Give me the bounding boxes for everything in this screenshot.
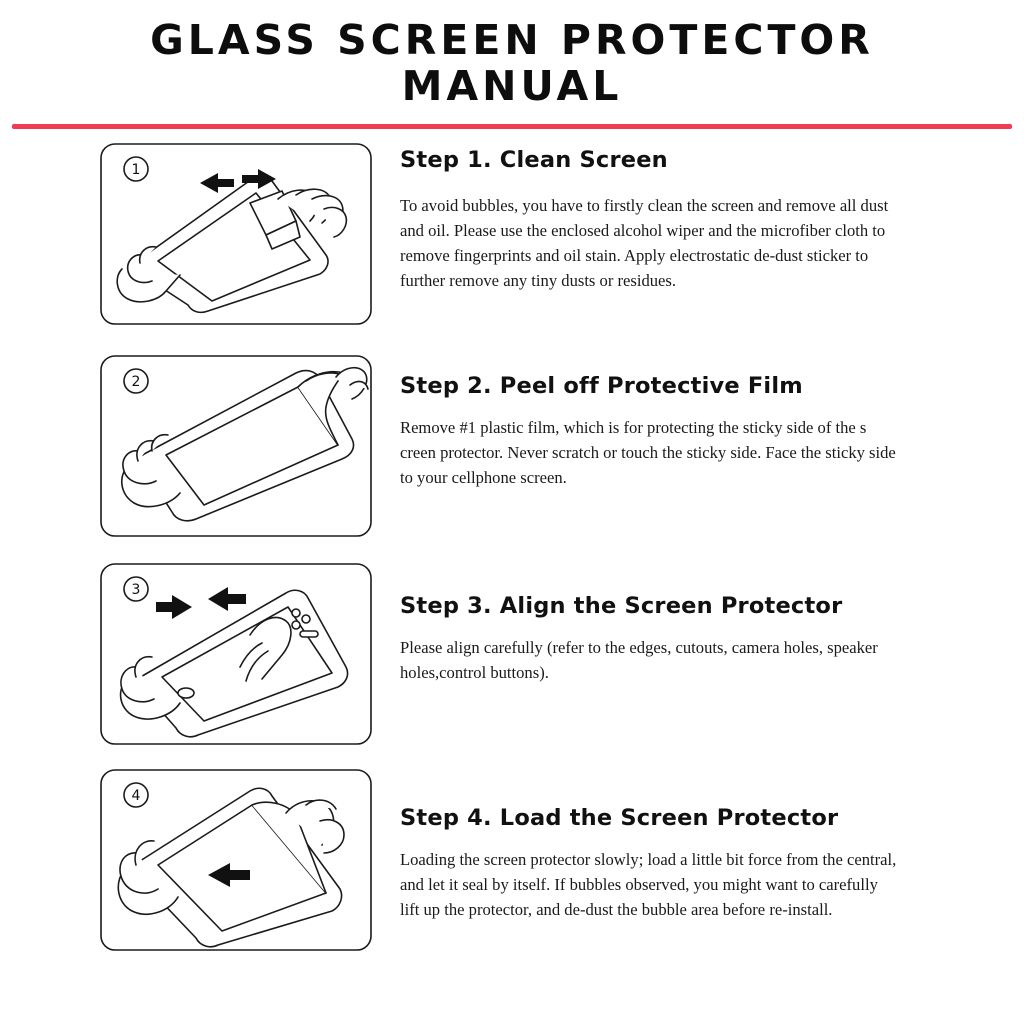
step-1-body: To avoid bubbles, you have to firstly clean the screen and remove all dust and oil. Please use the enclosed alcohol wiper and the microfiber cloth to remove fingerprints and oil stain. Apply electrostatic de-dust sticker to further remove any tiny dusts or residues. — [400, 195, 889, 291]
step-3-figure — [100, 563, 372, 745]
step-2-figure — [100, 355, 372, 537]
step-item — [0, 551, 1024, 745]
step-1-figure — [100, 143, 372, 325]
svg-text:1: 1 — [131, 161, 141, 178]
page-title-line-1: GLASS SCREEN PROTECTOR — [150, 16, 874, 64]
title-block — [0, 0, 1024, 110]
svg-text:2: 2 — [131, 373, 141, 390]
step-item — [0, 143, 1024, 325]
title-divider — [12, 124, 1012, 129]
step-4-body: Loading the screen protector slowly; load a little bit force from the central, and let it seal by itself. If bubbles observed, you might want to carefully lift up the protector, and de-dust the bubble area before re-install. — [400, 849, 897, 920]
step-3-text — [372, 551, 1010, 685]
step-item — [0, 759, 1024, 951]
step-4-text — [372, 759, 1010, 923]
svg-text:3: 3 — [131, 581, 141, 598]
step-3-body: Please align carefully (refer to the edges, cutouts, camera holes, speaker holes,control buttons). — [400, 637, 878, 683]
step-1-text — [372, 143, 1010, 294]
svg-text:4: 4 — [131, 787, 141, 804]
page-title-line-2: MANUAL — [401, 61, 623, 110]
step-item — [0, 339, 1024, 537]
step-1-title: Step 1. Clean Screen — [400, 146, 668, 173]
step-2-title: Step 2. Peel off Protective Film — [400, 372, 803, 399]
step-2-body: Remove #1 plastic film, which is for protecting the sticky side of the s creen protector. Never scratch or touch the sticky side. Face the sticky side to your cellphone screen. — [400, 417, 896, 488]
step-3-title: Step 3. Align the Screen Protector — [400, 592, 843, 619]
step-4-title: Step 4. Load the Screen Protector — [400, 804, 839, 831]
step-4-figure — [100, 769, 372, 951]
step-2-text — [372, 339, 1010, 491]
steps-list — [0, 143, 1024, 951]
